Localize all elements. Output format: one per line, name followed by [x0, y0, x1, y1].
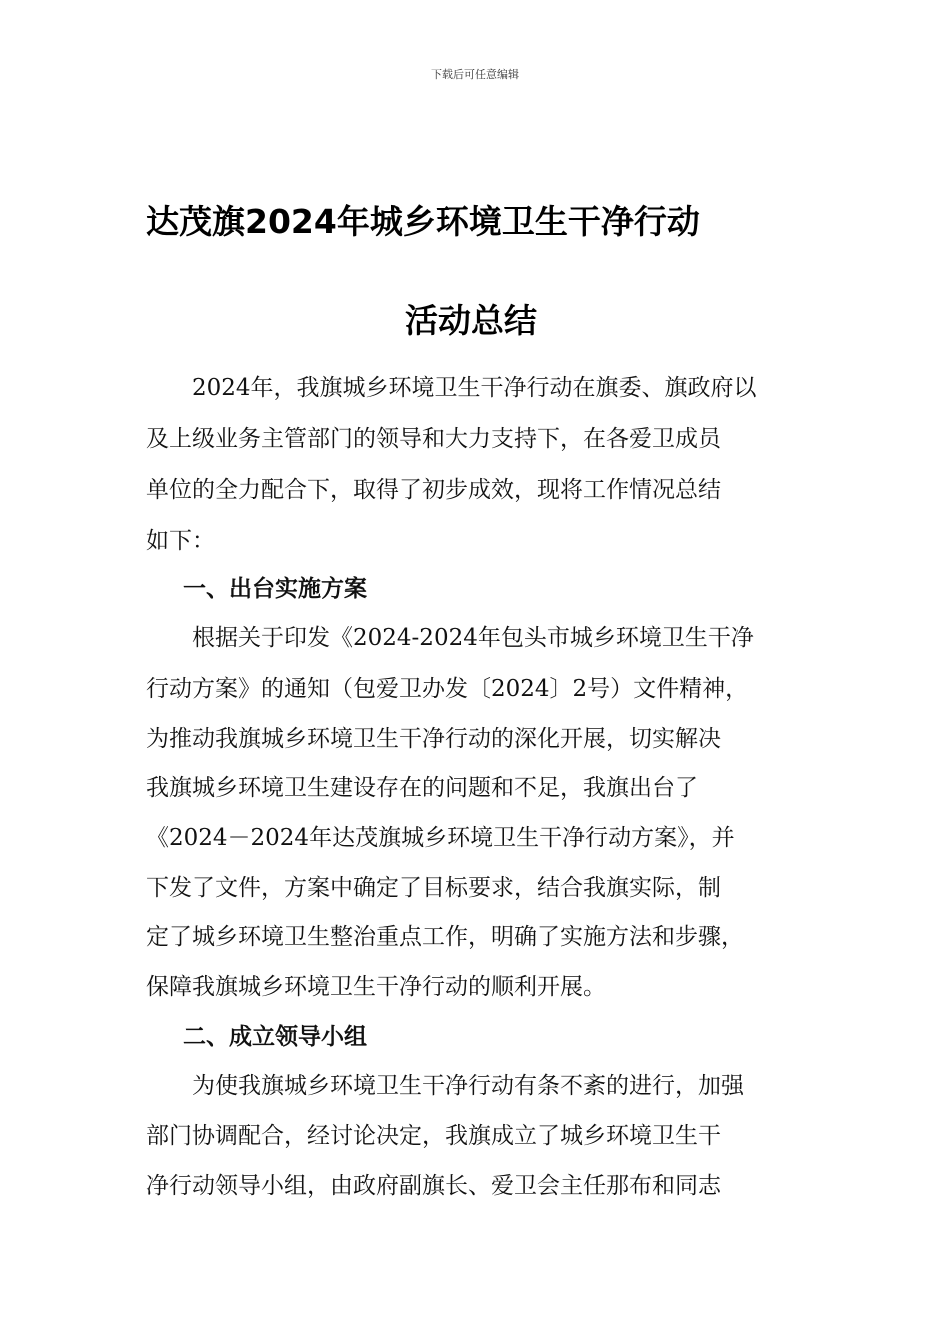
header-note: 下载后可任意编辑 [431, 68, 519, 81]
section-1-line-2: 行动方案》的通知（包爱卫办发〔2024〕2号）文件精神， [146, 676, 749, 702]
intro-line-2: 及上级业务主管部门的领导和大力支持下，在各爱卫成员 [146, 426, 721, 452]
document-title-line-2: 活动总结 [405, 301, 537, 340]
section-1-heading: 一、出台实施方案 [183, 576, 367, 602]
document-title-line-1: 达茂旗2024年城乡环境卫生干净行动 [146, 202, 700, 241]
section-2-line-3: 净行动领导小组，由政府副旗长、爱卫会主任那布和同志 [146, 1173, 721, 1199]
intro-line-1: 2024年，我旗城乡环境卫生干净行动在旗委、旗政府以 [146, 375, 757, 401]
section-1-line-4: 我旗城乡环境卫生建设存在的问题和不足，我旗出台了 [146, 775, 698, 801]
section-1-line-1: 根据关于印发《2024-2024年包头市城乡环境卫生干净 [146, 625, 754, 651]
intro-line-4: 如下： [146, 528, 215, 554]
section-1-line-8: 保障我旗城乡环境卫生干净行动的顺利开展。 [146, 974, 606, 1000]
intro-line-3: 单位的全力配合下，取得了初步成效，现将工作情况总结 [146, 477, 721, 503]
section-1-line-5: 《2024－2024年达茂旗城乡环境卫生干净行动方案》，并 [146, 825, 735, 851]
section-2-line-2: 部门协调配合，经讨论决定，我旗成立了城乡环境卫生干 [146, 1123, 721, 1149]
section-1-line-7: 定了城乡环境卫生整治重点工作，明确了实施方法和步骤， [146, 924, 744, 950]
section-1-line-6: 下发了文件，方案中确定了目标要求，结合我旗实际，制 [146, 875, 721, 901]
section-2-heading: 二、成立领导小组 [183, 1024, 367, 1050]
section-2-line-1: 为使我旗城乡环境卫生干净行动有条不紊的进行，加强 [146, 1073, 744, 1099]
section-1-line-3: 为推动我旗城乡环境卫生干净行动的深化开展，切实解决 [146, 726, 721, 752]
